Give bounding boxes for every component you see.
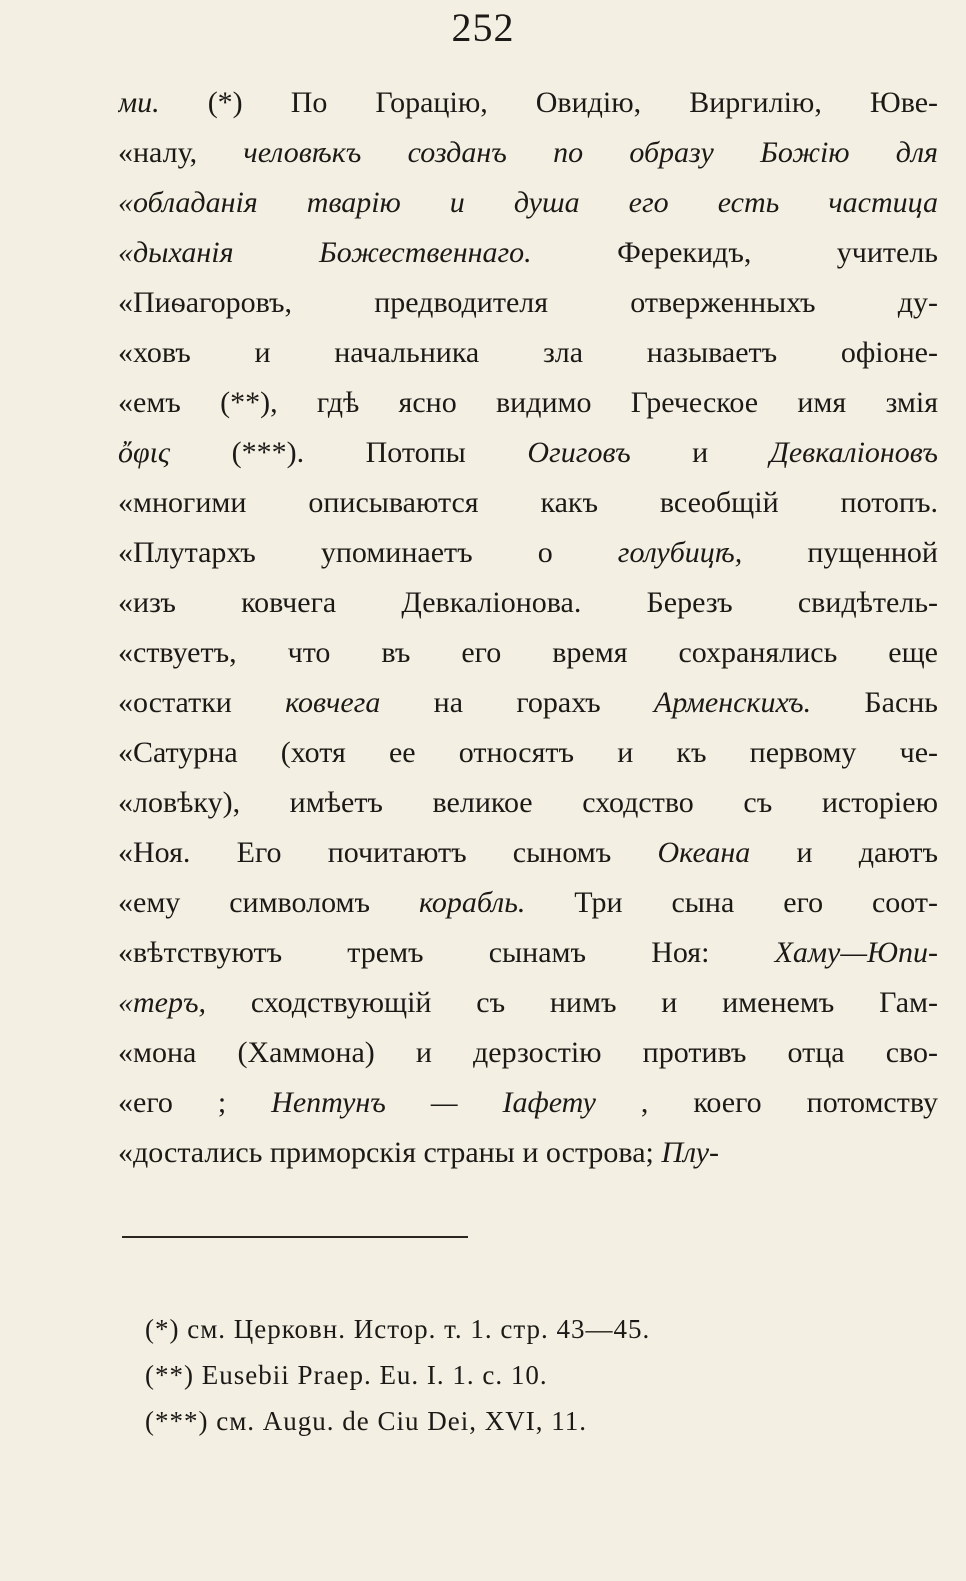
- text-run: , коего потомству: [595, 1086, 938, 1119]
- text-line: [118, 228, 938, 278]
- text-line: [118, 628, 938, 678]
- text-run: пущенной: [742, 536, 938, 569]
- text-run: «многими описываются какъ всеобщій потопъ.: [118, 486, 938, 519]
- italic-text: ми.: [118, 86, 160, 119]
- italic-text: Нептунъ — Іафету: [271, 1086, 596, 1119]
- text-run: «его ;: [118, 1086, 272, 1119]
- text-run: «остатки: [118, 686, 286, 719]
- footnote-divider: [122, 1236, 468, 1238]
- text-run: «Плутархъ упоминаетъ о: [118, 536, 618, 569]
- italic-text: Девкаліоновъ: [769, 436, 938, 469]
- text-line: [118, 78, 938, 128]
- body-text: [118, 78, 938, 1178]
- text-run: «Пиѳагоровъ, предводителя отверженныхъ ду-: [118, 286, 938, 319]
- text-line: [118, 678, 938, 728]
- text-run: (*) По Горацію, Овидію, Виргилію, Юве-: [159, 86, 938, 119]
- text-run: (***). Потопы: [170, 436, 528, 469]
- text-run: Три сына его соот-: [525, 886, 938, 919]
- italic-text: «дыханія Божественнаго.: [118, 236, 532, 269]
- text-run: «ховъ и начальника зла называетъ офіоне-: [118, 336, 938, 369]
- text-line: [118, 528, 938, 578]
- italic-text: Арменскихъ.: [653, 686, 812, 719]
- text-run: сходствующій съ нимъ и именемъ Гам-: [206, 986, 938, 1019]
- italic-text: ковчега: [285, 686, 381, 719]
- italic-text: ὄφις: [118, 436, 171, 469]
- text-run: «вѣтствуютъ тремъ сынамъ Ноя:: [118, 936, 775, 969]
- text-run: на горахъ: [380, 686, 654, 719]
- text-run: «Ноя. Его почитаютъ сыномъ: [118, 836, 658, 869]
- footnote-2: (**) Eusebii Praep. Eu. I. 1. c. 10.: [145, 1360, 548, 1390]
- text-run: и даютъ: [750, 836, 938, 869]
- text-line: [118, 1078, 938, 1128]
- text-line: [118, 728, 938, 778]
- text-run: «Сатурна (хотя ее относятъ и къ первому че-: [118, 736, 938, 769]
- footnote-3: (***) см. Augu. de Ciu Dei, XVI, 11.: [145, 1406, 588, 1436]
- text-run: Баснь: [811, 686, 938, 719]
- text-run: и: [630, 436, 770, 469]
- text-line: [118, 878, 938, 928]
- italic-text: Хаму—Юпи-: [774, 936, 938, 969]
- italic-text: Плу-: [661, 1136, 720, 1169]
- text-run: «достались приморскія страны и острова;: [118, 1136, 662, 1169]
- italic-text: корабль.: [418, 886, 526, 919]
- text-line: [118, 378, 938, 428]
- text-run: Ферекидъ, учитель: [531, 236, 938, 269]
- italic-text: «обладанія тварію и душа его есть частица: [118, 186, 938, 219]
- text-run: «изъ ковчега Девкаліонова. Березъ свидѣтель-: [118, 586, 938, 619]
- text-run: «емъ (**), гдѣ ясно видимо Греческое имя змія: [118, 386, 938, 419]
- text-line: [118, 928, 938, 978]
- text-run: «ему символомъ: [118, 886, 419, 919]
- text-run: «ловѣку), имѣетъ великое сходство съ исторіею: [118, 786, 938, 819]
- italic-text: Океана: [657, 836, 751, 869]
- footnotes: [145, 1306, 905, 1444]
- page-number: 252: [451, 5, 515, 50]
- text-line: [118, 128, 938, 178]
- text-run: «мона (Хаммона) и дерзостію противъ отца сво-: [118, 1036, 938, 1069]
- text-line: [118, 1128, 938, 1178]
- italic-text: Огиговъ: [527, 436, 631, 469]
- text-line: [118, 278, 938, 328]
- text-run: «налу,: [118, 136, 244, 169]
- text-line: [118, 578, 938, 628]
- text-line: [118, 828, 938, 878]
- italic-text: «теръ,: [118, 986, 207, 1019]
- text-line: [118, 478, 938, 528]
- footnote-1: (*) см. Церковн. Истор. т. 1. стр. 43—45.: [145, 1314, 651, 1344]
- text-line: [118, 1028, 938, 1078]
- text-run: «ствуетъ, что въ его время сохранялись еще: [118, 636, 938, 669]
- text-line: [118, 178, 938, 228]
- italic-text: человѣкъ созданъ по образу Божію для: [243, 136, 938, 169]
- italic-text: голубицѣ,: [617, 536, 743, 569]
- text-line: [118, 978, 938, 1028]
- text-line: [118, 328, 938, 378]
- text-line: [118, 428, 938, 478]
- text-line: [118, 778, 938, 828]
